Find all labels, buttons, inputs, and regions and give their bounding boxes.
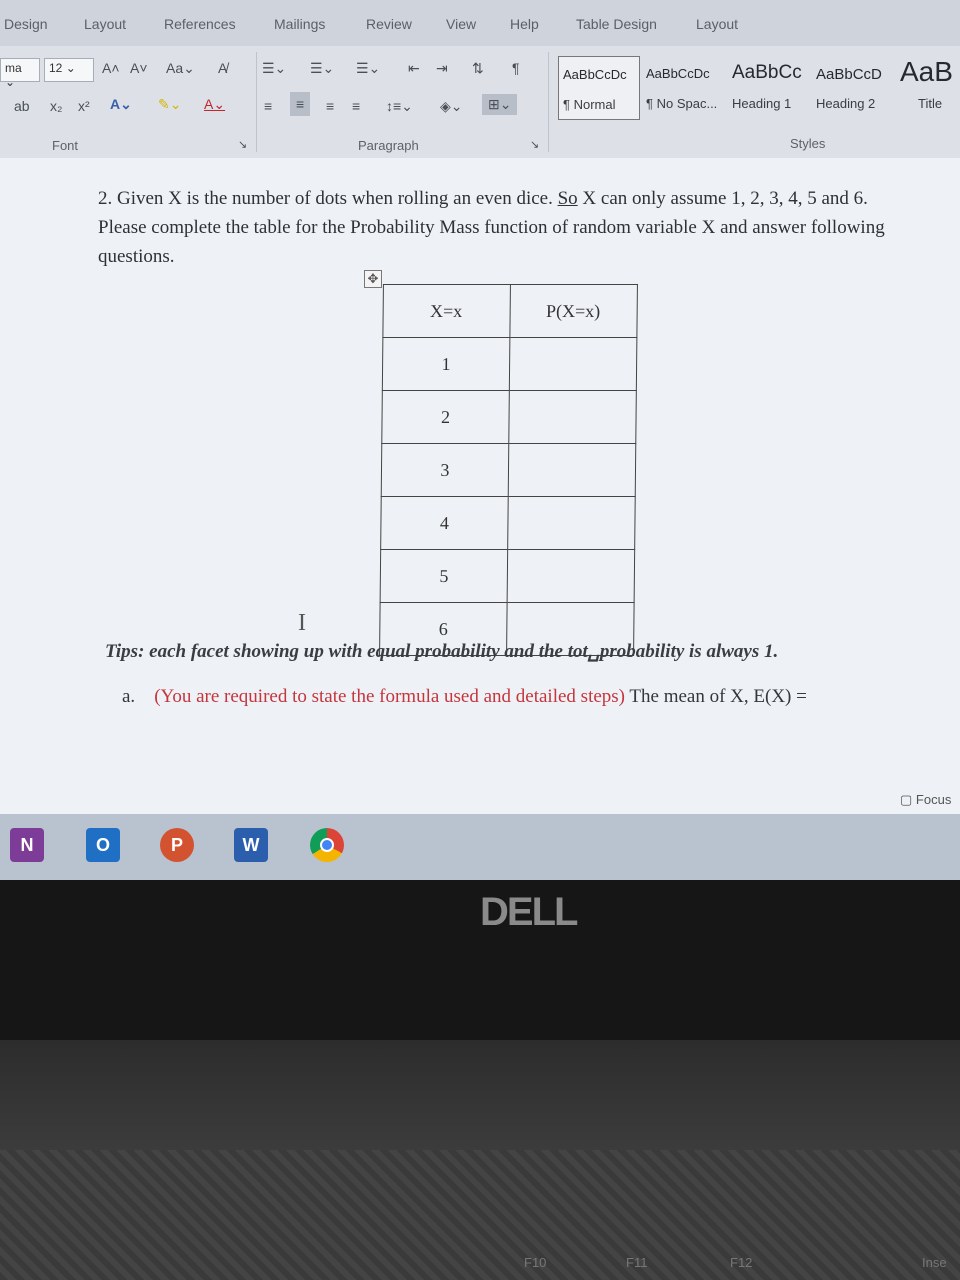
dell-logo: DELL <box>480 890 577 934</box>
tab-view[interactable]: View <box>446 16 477 32</box>
table-row <box>382 391 637 444</box>
x-cell[interactable]: 3 <box>381 444 509 497</box>
ribbon-separator <box>256 52 257 152</box>
onenote-icon[interactable] <box>10 828 44 862</box>
style-no-spacing[interactable] <box>642 56 722 118</box>
style-name: Title <box>918 96 943 111</box>
table-row <box>382 338 637 391</box>
justify-icon[interactable]: ≡ <box>352 98 361 114</box>
numbering-icon[interactable]: ☰⌄ <box>310 60 335 76</box>
tips-text: Tips: each facet showing up with equal probability and the tot␣probability is always 1. <box>105 641 779 662</box>
word-letter: W <box>242 835 260 855</box>
style-sample: AaBbCcDc <box>563 67 627 82</box>
word-icon[interactable] <box>234 828 268 862</box>
style-name: Heading 2 <box>816 96 876 111</box>
probability-cell[interactable] <box>509 338 637 391</box>
pmf-table <box>379 284 638 656</box>
tab-table-layout[interactable]: Layout <box>696 16 739 32</box>
borders-icon[interactable]: ⊞⌄ <box>482 94 517 115</box>
f11-key[interactable]: F11 <box>626 1255 648 1270</box>
change-case-icon[interactable]: Aa⌄ <box>166 60 195 76</box>
question-a-text: The mean of X, E(X) = <box>625 686 807 707</box>
text-effects-icon[interactable]: A⌄ <box>110 96 132 112</box>
outlook-letter: O <box>95 835 110 855</box>
ribbon-separator <box>548 52 549 152</box>
style-sample: AaBbCcD <box>816 66 882 83</box>
table-row <box>381 444 636 497</box>
font-group-label: Font <box>52 138 79 153</box>
question-so: So <box>557 188 578 209</box>
f12-key[interactable]: F12 <box>730 1255 753 1270</box>
bullets-icon[interactable]: ☰⌄ <box>262 60 287 76</box>
probability-cell[interactable] <box>508 497 636 550</box>
ribbon-tab-bar <box>0 0 960 47</box>
highlight-color-icon[interactable]: ✎⌄ <box>158 96 182 112</box>
strikethrough-icon[interactable]: ab <box>14 98 30 114</box>
align-left-icon[interactable]: ≡ <box>264 98 273 114</box>
question-a-instruction: (You are required to state the formula used and detailed steps) <box>154 686 626 707</box>
onenote-letter: N <box>20 835 34 855</box>
styles-group-label: Styles <box>790 136 826 151</box>
style-sample: AaBbCcDc <box>646 66 710 81</box>
shading-icon[interactable]: ◈⌄ <box>440 98 463 114</box>
x-cell[interactable]: 1 <box>382 338 510 391</box>
style-name: ¶ Normal <box>563 97 616 112</box>
header-x[interactable]: X=x <box>383 285 511 338</box>
taskbar <box>0 814 960 880</box>
font-color-icon[interactable]: A⌄ <box>204 96 226 112</box>
font-dialog-launcher-icon[interactable]: ↘ <box>238 139 248 151</box>
x-cell[interactable]: 4 <box>381 497 509 550</box>
table-row <box>380 550 635 603</box>
paragraph-dialog-launcher-icon[interactable]: ↘ <box>530 139 540 151</box>
table-header-row <box>383 285 638 338</box>
table-move-handle-icon[interactable]: ✥ <box>364 270 382 288</box>
tab-mailings[interactable]: Mailings <box>274 16 326 32</box>
decrease-indent-icon[interactable]: ⇤ <box>408 60 420 76</box>
focus-mode-button[interactable] <box>900 792 951 808</box>
style-title[interactable] <box>896 56 960 118</box>
paragraph-group-label: Paragraph <box>358 138 419 153</box>
outlook-icon[interactable] <box>86 828 120 862</box>
style-heading-1[interactable] <box>728 56 808 118</box>
x-cell[interactable]: 6 <box>380 603 508 656</box>
font-size-dropdown[interactable]: 12 ⌄ <box>44 58 94 82</box>
powerpoint-icon[interactable] <box>160 828 194 862</box>
style-heading-2[interactable] <box>812 56 892 118</box>
probability-cell[interactable] <box>508 444 636 497</box>
table-row <box>381 497 636 550</box>
font-name-dropdown[interactable]: ma ⌄ <box>0 58 40 82</box>
document-page[interactable] <box>0 158 960 814</box>
tab-layout[interactable]: Layout <box>84 16 127 32</box>
keyboard-speaker-grille <box>0 1150 960 1280</box>
focus-label: Focus <box>915 792 952 807</box>
question-part1: 2. Given X is the number of dots when rolling an even dice. <box>98 188 558 209</box>
style-sample: AaBbCc <box>732 62 802 83</box>
subscript-icon[interactable]: x₂ <box>50 98 63 114</box>
insert-key[interactable]: Inse <box>922 1255 947 1270</box>
question-a-label: a. <box>122 686 136 707</box>
shrink-font-icon[interactable]: A˅ <box>130 60 148 76</box>
line-spacing-icon[interactable]: ↕≡⌄ <box>386 98 413 114</box>
tab-design[interactable]: Design <box>4 16 48 32</box>
f10-key[interactable]: F10 <box>524 1255 547 1270</box>
tab-review[interactable]: Review <box>366 16 412 32</box>
text-cursor-icon: I <box>298 610 306 636</box>
x-cell[interactable]: 5 <box>380 550 508 603</box>
probability-cell[interactable] <box>507 550 635 603</box>
style-name: ¶ No Spac... <box>646 96 718 111</box>
question-part2: X can only assume 1, 2, 3, 4, 5 and 6. Please complete the table for the Probability Mass function of random variable X and answer following questions. <box>98 188 885 267</box>
focus-icon: ▢ <box>900 792 913 807</box>
probability-cell[interactable] <box>509 391 637 444</box>
style-name: Heading 1 <box>732 96 792 111</box>
powerpoint-letter: P <box>170 835 183 855</box>
multilevel-list-icon[interactable]: ☰⌄ <box>356 60 381 76</box>
style-sample: AaB <box>900 56 953 87</box>
header-px[interactable]: P(X=x) <box>510 285 638 338</box>
tab-help[interactable]: Help <box>510 16 539 32</box>
ribbon <box>0 46 960 158</box>
question-a <box>122 686 807 708</box>
x-cell[interactable]: 2 <box>382 391 510 444</box>
font-name-value: ma <box>5 61 22 75</box>
question-text <box>98 184 898 271</box>
chrome-icon[interactable] <box>310 828 344 862</box>
increase-indent-icon[interactable]: ⇥ <box>436 60 448 76</box>
tab-table-design[interactable]: Table Design <box>576 16 657 32</box>
style-normal[interactable] <box>558 56 640 120</box>
align-right-icon[interactable]: ≡ <box>326 98 335 114</box>
tab-references[interactable]: References <box>164 16 236 32</box>
chrome-center <box>320 838 334 852</box>
sort-icon[interactable]: ⇅ <box>472 60 484 76</box>
grow-font-icon[interactable]: A˄ <box>102 60 120 76</box>
superscript-icon[interactable]: x² <box>78 98 90 114</box>
font-size-value: 12 <box>49 61 63 75</box>
clear-formatting-icon[interactable]: A̸ <box>218 60 228 76</box>
align-center-icon[interactable]: ≡ <box>290 92 310 116</box>
show-formatting-icon[interactable]: ¶ <box>512 60 520 76</box>
